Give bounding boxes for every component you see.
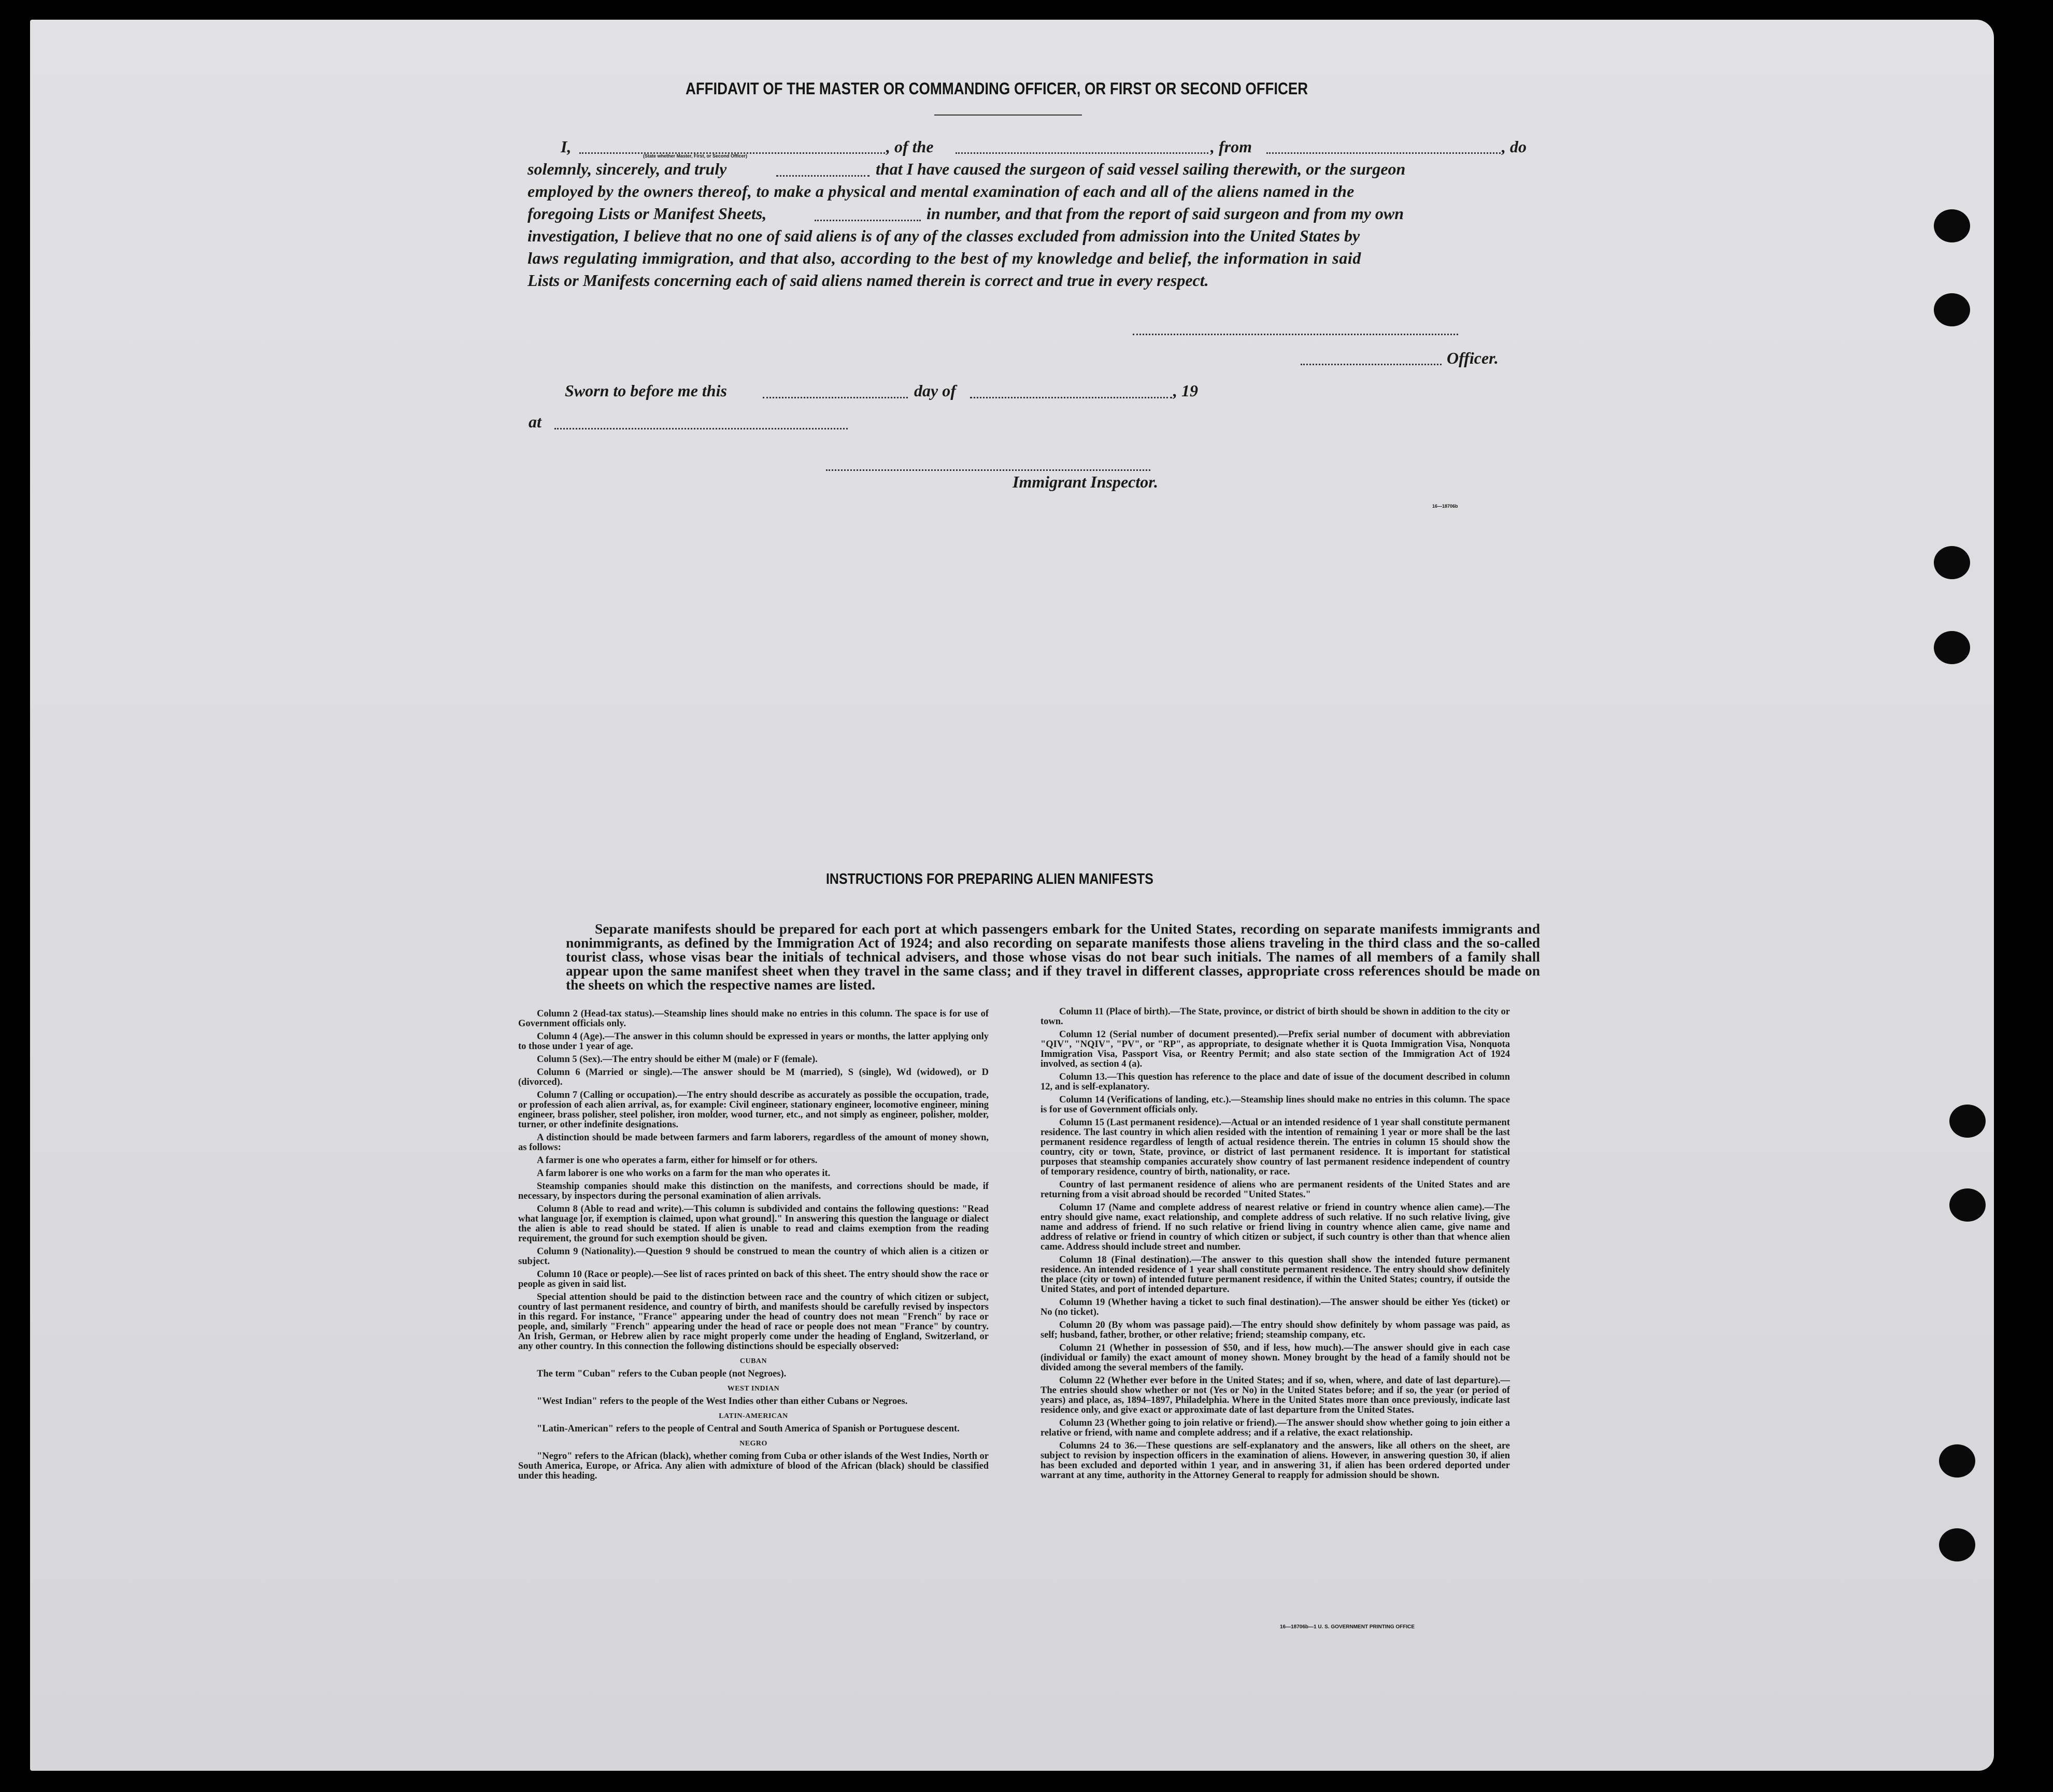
printing-office-footer: 16—18706b—1 U. S. GOVERNMENT PRINTING OFFICE (1280, 1624, 1415, 1630)
at-label: at (529, 412, 541, 431)
from-port-field[interactable] (1266, 152, 1501, 154)
left-paragraph: Steamship companies should make this distinction on the manifests, and corrections should be made, if necessary, by inspectors during the personal examination of alien arrivals. (518, 1181, 989, 1201)
left-paragraph: Column 7 (Calling or occupation).—The entry should describe as accurately as possible the occupation, trade, or profession of each alien arrival, as, for example: Civil engineer, stationary engineer, locomotive engineer, mining engineer, brass polisher, steel polisher, iron molder, wood turner, etc., and not simply as engineer, polisher, molder, turner, or other indefinite designations. (518, 1090, 989, 1130)
punch-hole (1939, 1444, 1975, 1478)
affidavit-line2b: that I have caused the surgeon of said vessel sailing therewith, or the surgeon (876, 160, 1406, 178)
negro-heading: NEGRO (739, 1440, 767, 1447)
cuban-heading: CUBAN (739, 1357, 767, 1365)
right-paragraph: Column 15 (Last permanent residence).—Actual or an intended residence of 1 year shall constitute permanent residence. The last country in which alien resided with the intention of remaining 1 year or more shall be the last permanent residence regardless of length of actual residence therein. The entries in column 15 should show the country, city or town, State, province, or district of last permanent residence. It is important for statistical purposes that steamship companies accurately show country of last permanent residence independent of country of temporary residence, country of birth, nationality, or race. (1040, 1117, 1510, 1177)
negro-paragraph: "Negro" refers to the African (black), whether coming from Cuba or other islands of the West Indies, North or South America, Europe, or Africa. Any alien with admixture of blood of the African (black) should be classified under this heading. (518, 1451, 989, 1481)
officer-label: Officer. (1447, 349, 1499, 367)
sworn-day-field[interactable] (763, 397, 908, 398)
affidavit-i: I, (561, 137, 572, 156)
instructions-right-column (1040, 1007, 1510, 1484)
at-place-field[interactable] (554, 428, 848, 429)
affidavit-title: AFFIDAVIT OF THE MASTER OR COMMANDING OFFICER, OR FIRST OR SECOND OFFICER (686, 79, 1308, 98)
instructions-left-column (518, 1009, 989, 1484)
right-paragraph: Column 11 (Place of birth).—The State, province, or district of birth should be shown in addition to the city or town. (1040, 1007, 1510, 1027)
affidavit-form-number: 16—18706b (1432, 504, 1458, 509)
right-paragraph: Column 21 (Whether in possession of $50, and if less, how much).—The answer should give in each case (individual or family) the exact amount of money shown. Money brought by the head of a family should not be divided among the several members of the family. (1040, 1343, 1510, 1373)
left-paragraph: Column 6 (Married or single).—The answer should be M (married), S (single), Wd (widowed), or D (divorced). (518, 1067, 989, 1087)
affidavit-line3: employed by the owners thereof, to make a physical and mental examination of each and all of the aliens named in the (527, 182, 1355, 200)
left-paragraph: Column 4 (Age).—The answer in this column should be expressed in years or months, the latter applying only to those under 1 year of age. (518, 1031, 989, 1052)
punch-hole (1934, 293, 1970, 326)
affidavit-from: , from (1210, 137, 1252, 156)
right-paragraph: Column 18 (Final destination).—The answer to this question shall show the intended future permanent residence. An intended residence of 1 year shall constitute permanent residence. The entry should show definitely the place (city or town) of intended future permanent residence, if within the United States; country, if outside the United States, and port of intended departure. (1040, 1255, 1510, 1295)
affidavit-line4b: in number, and that from the report of said surgeon and from my own (926, 204, 1404, 223)
master-officer-note: (State whether Master, First, or Second Officer) (643, 153, 748, 159)
affidavit-line7: Lists or Manifests concerning each of said aliens named therein is correct and true in every respect. (527, 271, 1209, 290)
cuban-paragraph: The term "Cuban" refers to the Cuban people (not Negroes). (537, 1369, 787, 1379)
west-indian-paragraph: "West Indian" refers to the people of the West Indies other than either Cubans or Negroes. (537, 1396, 908, 1407)
affidavit-of-the: , of the (886, 137, 934, 156)
latin-american-paragraph: "Latin-American" refers to the people of Central and South America of Spanish or Portuguese descent. (537, 1424, 960, 1434)
left-paragraph: A farm laborer is one who works on a farm for the man who operates it. (537, 1168, 831, 1179)
right-paragraph: Column 23 (Whether going to join relative or friend).—The answer should show whether going to join either a relative or friend, with name and complete address; and if a relative, the exact relationship. (1040, 1418, 1510, 1438)
affidavit-line6: laws regulating immigration, and that also, according to the best of my knowledge and belief, the information in said (527, 249, 1362, 267)
affidavit-line2a: solemnly, sincerely, and truly (527, 160, 727, 178)
affidavit-do: , do (1502, 137, 1527, 156)
right-paragraph: Column 14 (Verifications of landing, etc.).—Steamship lines should make no entries in this column. The space is for use of Government officials only. (1040, 1095, 1510, 1115)
right-paragraph: Country of last permanent residence of aliens who are permanent residents of the United States and are returning from a visit abroad should be recorded "United States." (1040, 1180, 1510, 1200)
officer-rank-field[interactable] (1301, 364, 1442, 365)
instructions-title: INSTRUCTIONS FOR PREPARING ALIEN MANIFESTS (826, 871, 1153, 887)
punch-hole (1934, 546, 1970, 579)
right-paragraph: Column 19 (Whether having a ticket to such final destination).—The answer should be either Yes (ticket) or No (no ticket). (1040, 1297, 1510, 1317)
inspector-label: Immigrant Inspector. (1013, 472, 1158, 491)
punch-hole (1949, 1188, 1986, 1222)
right-paragraph: Column 13.—This question has reference to the place and date of issue of the document described in column 12, and is self-explanatory. (1040, 1072, 1510, 1092)
sworn-label: Sworn to before me this (565, 381, 727, 400)
right-paragraph: Column 20 (By whom was passage paid).—The entry should show definitely by whom passage was paid, as self; husband, father, brother, or other relative; friend; steamship company, etc. (1040, 1320, 1510, 1340)
affidavit-line4a: foregoing Lists or Manifest Sheets, (527, 204, 767, 223)
title-underline (934, 114, 1082, 116)
signature-line[interactable] (1133, 334, 1458, 335)
punch-hole (1934, 631, 1970, 664)
sheets-count-field[interactable] (815, 220, 921, 221)
latin-american-heading: LATIN-AMERICAN (719, 1412, 788, 1420)
swear-field[interactable] (776, 175, 869, 177)
sworn-month-field[interactable] (970, 397, 1172, 398)
left-paragraph: Column 5 (Sex).—The entry should be either M (male) or F (female). (537, 1054, 818, 1065)
punch-hole (1939, 1528, 1975, 1561)
vessel-field[interactable] (956, 152, 1208, 154)
right-paragraph: Column 17 (Name and complete address of nearest relative or friend in country whence alien came).—The entry should give name, exact relationship, and complete address of such relative. If no such relative living, give name and address of friend. If no such relative or friend living in country whence alien came, give name and address of relative or friend in country of which citizen or subject, if such country is other than that whence alien came. Address should include street and number. (1040, 1202, 1510, 1252)
left-paragraph: Column 8 (Able to read and write).—This column is subdivided and contains the following questions: "Read what language [or, if exemption is claimed, upon what ground]." In answering this question the language or dialect the alien is able to read should be stated. If alien is unable to read and claims exemption from the reading requirement, the ground for such exemption should be given. (518, 1204, 989, 1244)
left-paragraph: Special attention should be paid to the distinction between race and the country of which citizen or subject, country of last permanent residence, and country of birth, and manifests should be carefully revised by inspectors in this regard. For instance, "France" appearing under the head of country does not mean "French" by race or people, and, similarly "French" appearing under the head of race or people does not mean "France" by country. An Irish, German, or Hebrew alien by race might properly come under the heading of England, Switzerland, or any other country. In this connection the following distinctions should be especially observed: (518, 1292, 989, 1352)
day-of-label: day of (914, 381, 956, 400)
right-paragraph: Columns 24 to 36.—These questions are self-explanatory and the answers, like all others on the sheet, are subject to revision by inspection officers in the examination of aliens. However, in answering question 30, if alien has been excluded and deported within 1 year, and in answering 31, if alien has been ordered deported under warrant at any time, authority in the Attorney General to reapply for admission should be shown. (1040, 1441, 1510, 1481)
left-paragraph: Column 10 (Race or people).—See list of races printed on back of this sheet. The entry should show the race or people as given in said list. (518, 1269, 989, 1289)
left-paragraph: A farmer is one who operates a farm, either for himself or for others. (537, 1155, 818, 1166)
left-paragraph: Column 9 (Nationality).—Question 9 should be construed to mean the country of which alien is a citizen or subject. (518, 1246, 989, 1267)
punch-hole (1949, 1105, 1986, 1138)
west-indian-heading: WEST INDIAN (727, 1385, 780, 1393)
inspector-signature-line[interactable] (826, 469, 1150, 471)
year-label: , 19 (1173, 381, 1198, 400)
right-paragraph: Column 22 (Whether ever before in the United States; and if so, when, where, and date of last departure).—The entries should show whether or not (Yes or No) in the United States before; and if so, the year (or period of years) and place, as, 1894–1897, Philadelphia. Where in the United States more than once previously, indicate last residence only, and give exact or approximate date of last departure from the United States. (1040, 1375, 1510, 1415)
affidavit-line5: investigation, I believe that no one of said aliens is of any of the classes excluded from admission into the United States by (527, 226, 1360, 245)
manifest-sheet (30, 20, 1994, 1771)
instructions-intro: Separate manifests should be prepared for each port at which passengers embark for the United States, recording on separate manifests immigrants and nonimmigrants, as defined by the Immigration Act of 1924; and also recording on separate manifests those aliens traveling in the third class and the so-called tourist class, whose visas bear the initials of technical advisers, and those whose visas do not bear such initials. The names of all members of a family shall appear upon the same manifest sheet when they travel in the same class; and if they travel in different classes, appropriate cross references should be made on the sheets on which the respective names are listed. (566, 921, 1540, 993)
right-paragraph: Column 12 (Serial number of document presented).—Prefix serial number of document with abbreviation "QIV", "NQIV", "PV", or "RP", as appropriate, to designate whether it is Quota Immigration Visa, Nonquota Immigration Visa, Passport Visa, or Reentry Permit; and also state section of the Immigration Act of 1924 involved, as section 4 (a). (1040, 1029, 1510, 1069)
punch-hole (1934, 209, 1970, 242)
left-paragraph: Column 2 (Head-tax status).—Steamship lines should make no entries in this column. The space is for use of Government officials only. (518, 1009, 989, 1029)
left-paragraph: A distinction should be made between farmers and farm laborers, regardless of the amount of money shown, as follows: (518, 1132, 989, 1153)
